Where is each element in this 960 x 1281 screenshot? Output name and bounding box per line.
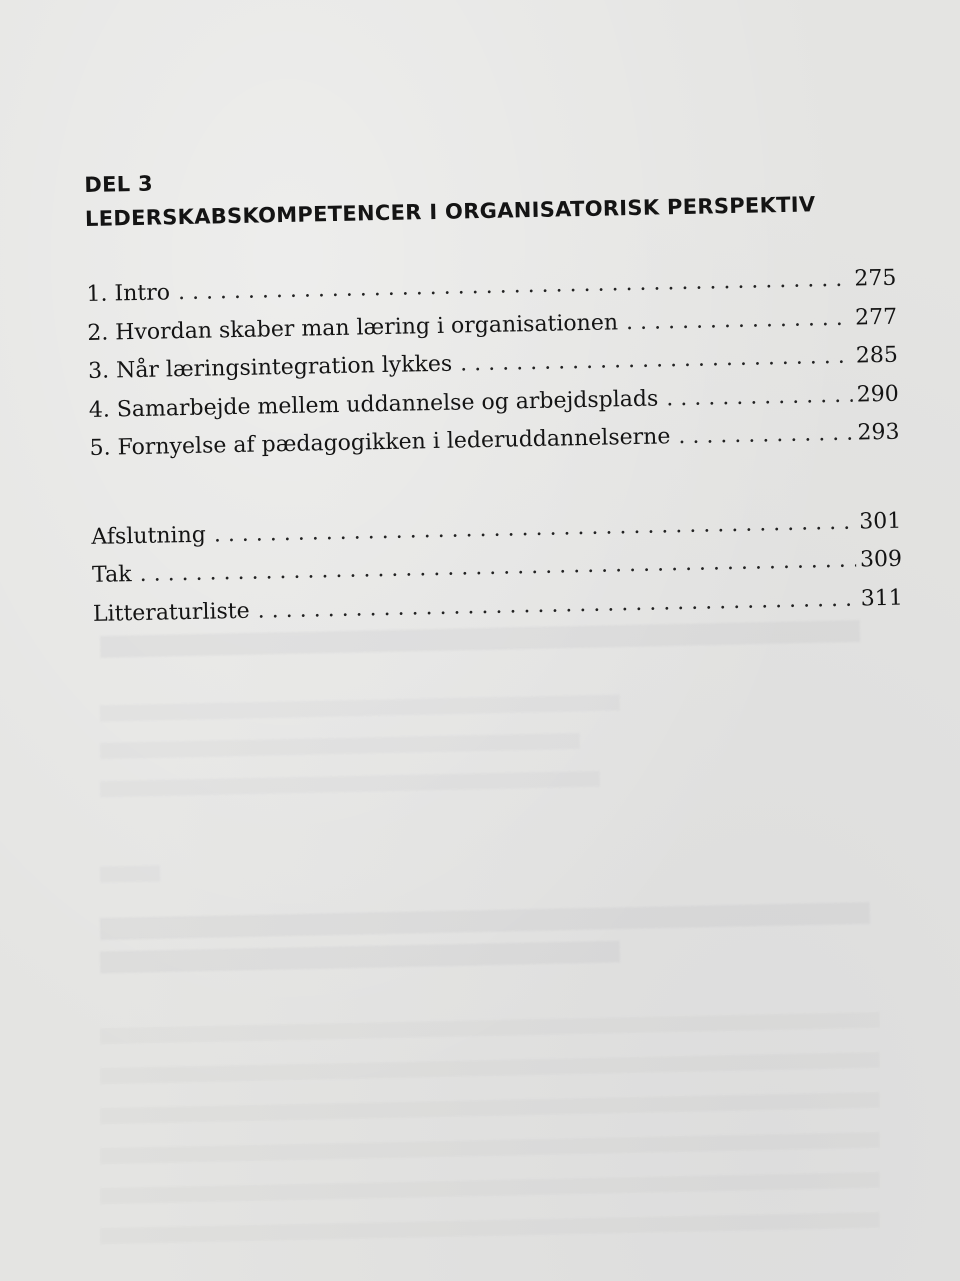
toc-entry-title: 3. Når læringsintegration lykkes	[87, 351, 453, 384]
show-through-line	[100, 1012, 880, 1044]
show-through-line	[100, 695, 620, 722]
toc-entry-page: 311	[860, 585, 904, 611]
dot-leader	[678, 415, 854, 457]
toc-entry-title: 2. Hvordan skaber man læring i organisationen	[87, 309, 619, 346]
show-through-line	[100, 1052, 880, 1084]
toc-entry-title: Tak	[91, 562, 132, 588]
toc-entry-title: Litteraturliste	[92, 598, 250, 627]
show-through-heading	[100, 941, 620, 974]
toc-entry-title: Afslutning	[91, 522, 207, 550]
show-through-line	[100, 865, 160, 882]
show-through-line	[100, 733, 580, 759]
toc-entry-page: 309	[859, 546, 903, 573]
toc-entry-page: 301	[859, 508, 902, 535]
dot-leader	[626, 299, 852, 342]
show-through-heading	[100, 902, 870, 940]
show-through-line	[100, 1212, 880, 1244]
show-through-line	[100, 1172, 880, 1204]
toc-entry-title: 5. Fornyelse af pædagogikken i lederuddannelserne	[89, 424, 671, 461]
back-matter-list	[91, 502, 913, 634]
show-through-line	[100, 771, 600, 797]
toc-entry-title: 1. Intro	[86, 280, 171, 307]
chapter-list	[86, 260, 910, 469]
toc-entry-page: 275	[854, 265, 897, 292]
toc-entry-page: 290	[856, 381, 899, 408]
show-through-line	[100, 1092, 880, 1124]
table-of-contents	[84, 152, 913, 634]
show-through-line	[100, 1132, 880, 1164]
toc-entry-page: 277	[854, 304, 898, 331]
toc-entry-page: 293	[857, 419, 900, 446]
part-title: LEDERSKABSKOMPETENCER I ORGANISATORISK PERSPEKTIV	[84, 192, 816, 231]
part-label: DEL 3	[84, 171, 154, 197]
dot-leader	[666, 376, 853, 418]
toc-entry-title: 4. Samarbejde mellem uddannelse og arbejdsplads	[88, 386, 659, 423]
toc-entry-page: 285	[855, 342, 899, 369]
